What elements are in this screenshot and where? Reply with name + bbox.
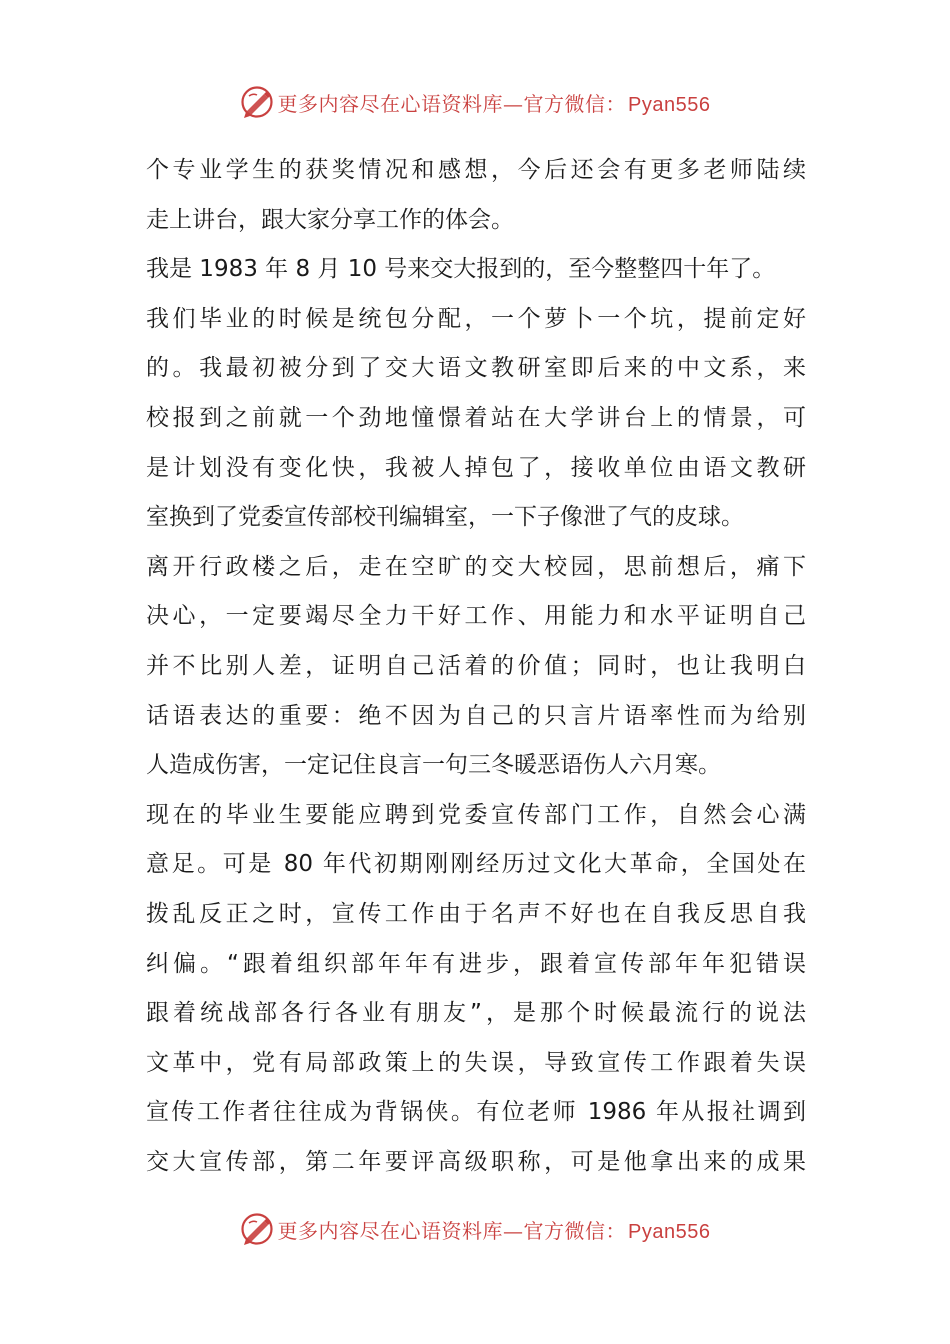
footer-banner [0,1207,950,1251]
text-line: 走上讲台，跟大家分享工作的体会。 [146,206,514,233]
text-line: 拨乱反正之时，宣传工作由于名声不好也在自我反思自我 [146,900,806,927]
text-line: 纠偏。“跟着组织部年年有进步，跟着宣传部年年犯错误 [146,950,806,977]
text-line: 意足。可是 80 年代初期刚刚经历过文化大革命，全国处在 [146,851,806,878]
text-line: 现在的毕业生要能应聘到党委宣传部门工作，自然会心满 [146,801,806,828]
pen-logo-icon [240,85,274,119]
text-line: 的。我最初被分到了交大语文教研室即后来的中文系，来 [146,355,806,382]
text-line: 人造成伤害，一定记住良言一句三冬暖恶语伤人六月寒。 [146,752,721,779]
text-line: 个专业学生的获奖情况和感想，今后还会有更多老师陆续 [146,157,806,183]
text-line: 决心，一定要竭尽全力干好工作、用能力和水平证明自己 [146,603,806,630]
text-line: 室换到了党委宣传部校刊编辑室，一下子像泄了气的皮球。 [146,504,744,531]
text-line: 是计划没有变化快，我被人掉包了，接收单位由语文教研 [146,454,806,481]
text-line: 宣传工作者往往成为背锅侠。有位老师 1986 年从报社调到 [146,1099,806,1126]
text-line: 我们毕业的时候是统包分配，一个萝卜一个坑，提前定好 [146,305,806,332]
text-line: 校报到之前就一个劲地憧憬着站在大学讲台上的情景，可 [146,404,806,431]
document-body [146,146,806,1187]
footer-wechat-id: Pyan556 [628,1220,711,1243]
footer-banner-text: 更多内容尽在心语资料库—官方微信： Pyan556 [277,1218,711,1243]
pen-logo-icon [240,1212,274,1246]
text-line: 文革中，党有局部政策上的失误，导致宣传工作跟着失误 [146,1049,806,1076]
text-line: 离开行政楼之后，走在空旷的交大校园，思前想后，痛下 [146,553,806,580]
header-wechat-id: Pyan556 [628,93,711,116]
text-line: 话语表达的重要：绝不因为自己的只言片语率性而为给别 [146,702,806,729]
header-banner [0,80,950,124]
text-line: 跟着统战部各行各业有朋友”，是那个时候最流行的说法 [146,1000,806,1027]
text-line: 并不比别人差，证明自己活着的价值；同时，也让我明白 [146,652,806,679]
text-line: 交大宣传部，第二年要评高级职称，可是他拿出来的成果 [146,1148,806,1175]
text-line: 我是 1983 年 8 月 10 号来交大报到的，至今整整四十年了。 [146,256,776,283]
header-banner-text: 更多内容尽在心语资料库—官方微信： Pyan556 [277,91,711,116]
